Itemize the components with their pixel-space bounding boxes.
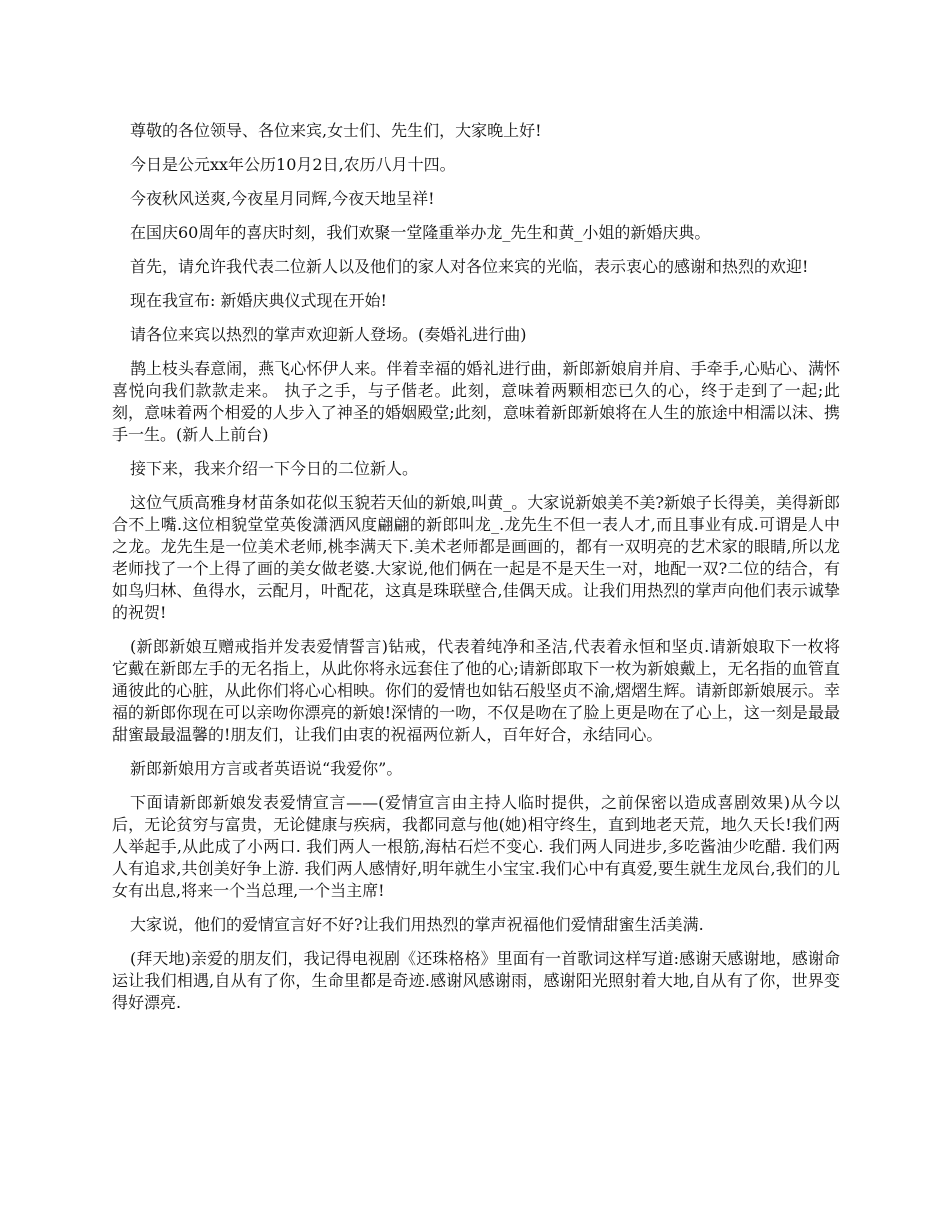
- paragraph-rings: (新郎新娘互赠戒指并发表爱情誓言)钻戒，代表着纯净和圣洁,代表着永恒和坚贞.请新娘取下一枚将它戴在新郎左手的无名指上，从此你将永远套住了他的心;请新郎取下一枚为新娘戴上，无名指的血管直通彼此的心脏，从此你们将心心相映。你们的爱情也如钻石般坚贞不渝,熠熠生辉。请新郎新娘展示。幸福的新郎你现在可以亲吻你漂亮的新娘!深情的一吻，不仅是吻在了脸上更是吻在了心上，这一刻是最最甜蜜最最温馨的!朋友们，让我们由衷的祝福两位新人，百年好合，永结同心。: [112, 637, 840, 744]
- paragraph-i-love-you: 新郎新娘用方言或者英语说“我爱你”。: [130, 759, 403, 778]
- paragraph-entrance: 鹊上枝头春意闹，燕飞心怀伊人来。伴着幸福的婚礼进行曲，新郎新娘肩并肩、手牵手,心贴心、满怀喜悦向我们款款走来。 执子之手，与子偕老。此刻，意味着两颗相恋已久的心，终于走到了一起;此刻，意味着两个相爱的人步入了神圣的婚姻殿堂;此刻，意味着新郎新娘将在人生的旅途中相濡以沫、携手一生。(新人上前台): [112, 359, 840, 444]
- paragraph-welcome-couple: 请各位来宾以热烈的掌声欢迎新人登场。(奏婚礼进行曲): [130, 325, 527, 344]
- document-body: [112, 120, 840, 1026]
- paragraph-evening: 今夜秋风送爽,今夜星月同辉,今夜天地呈祥!: [130, 189, 435, 208]
- paragraph-blessing: 大家说，他们的爱情宣言好不好?让我们用热烈的掌声祝福他们爱情甜蜜生活美满.: [130, 915, 704, 934]
- paragraph-announcement: 现在我宣布: 新婚庆典仪式现在开始!: [130, 291, 387, 310]
- paragraph-introduction: 这位气质高雅身材苗条如花似玉貌若天仙的新娘,叫黄_。大家说新娘美不美?新娘子长得美，美得新郎合不上嘴.这位相貌堂堂英俊潇洒风度翩翩的新郎叫龙_.龙先生不但一表人才,而且事业有成.可谓是人中之龙。龙先生是一位美术老师,桃李满天下.美术老师都是画画的，都有一双明亮的艺术家的眼睛,所以龙老师找了一个上得了画的美女做老婆.大家说,他们俩在一起是不是天生一对，地配一双?二位的结合，有如鸟归林、鱼得水，云配月，叶配花，这真是珠联壁合,佳偶天成。让我们用热烈的掌声向他们表示诚挚的祝贺!: [112, 493, 840, 622]
- paragraph-date: 今日是公元xx年公历10月2日,农历八月十四。: [130, 155, 456, 174]
- paragraph-greeting: 尊敬的各位领导、各位来宾,女士们、先生们，大家晚上好!: [130, 121, 542, 140]
- paragraph-bowing: (拜天地)亲爱的朋友们，我记得电视剧《还珠格格》里面有一首歌词这样写道:感谢天感谢地，感谢命运让我们相遇,自从有了你，生命里都是奇迹.感谢风感谢雨，感谢阳光照射着大地,自从有了你，世界变得好漂亮.: [112, 949, 840, 1012]
- paragraph-introduction-lead: 接下来，我来介绍一下今日的二位新人。: [130, 459, 419, 478]
- paragraph-vows: 下面请新郎新娘发表爱情宣言——(爱情宣言由主持人临时提供，之前保密以造成喜剧效果)从今以后，无论贫穷与富贵，无论健康与疾病，我都同意与他(她)相守终生，直到地老天荒，地久天长!我们两人举起手,从此成了小两口. 我们两人一根筋,海枯石烂不变心. 我们两人同进步,多吃酱油少吃醋. 我们两人有追求,共创美好争上游. 我们两人感情好,明年就生小宝宝.我们心中有真爱,要生就生龙凤台,我们的儿女有出息,将来一个当总理,一个当主席!: [112, 793, 840, 900]
- paragraph-thanks: 首先，请允许我代表二位新人以及他们的家人对各位来宾的光临，表示衷心的感谢和热烈的欢迎!: [130, 257, 809, 276]
- paragraph-occasion: 在国庆60周年的喜庆时刻，我们欢聚一堂隆重举办龙_先生和黄_小姐的新婚庆典。: [130, 223, 711, 242]
